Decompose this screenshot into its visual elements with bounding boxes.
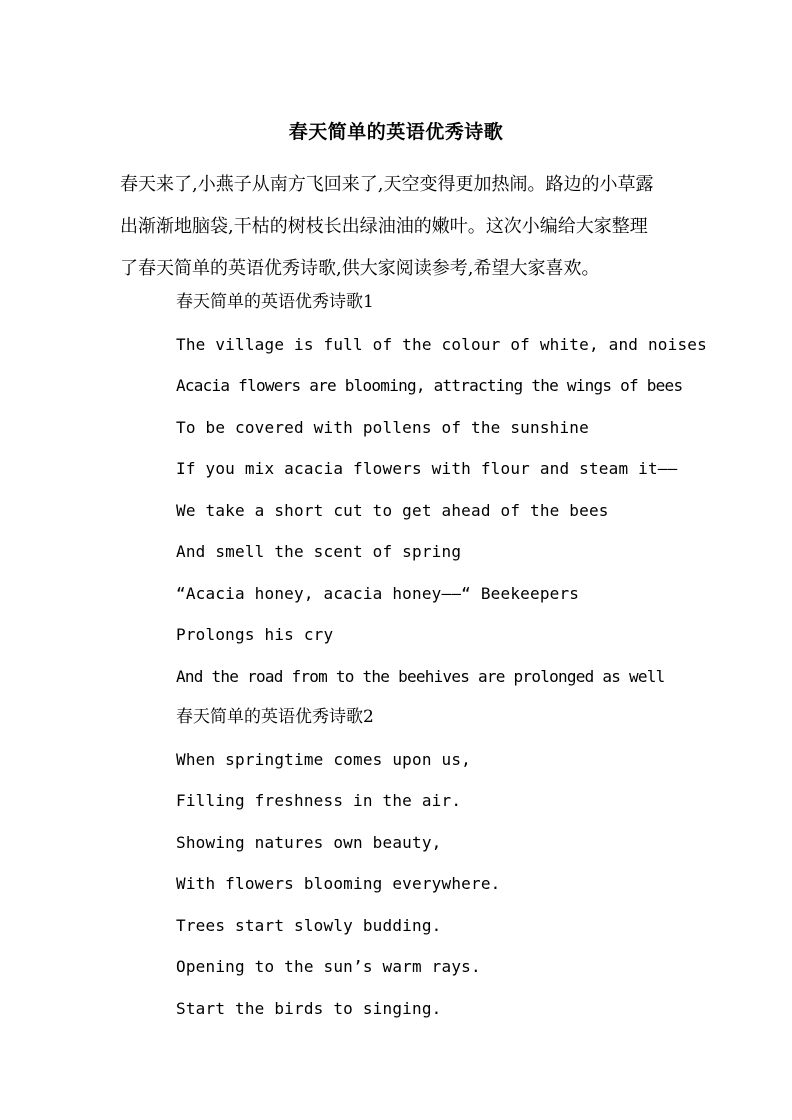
poem-line: “Acacia honey, acacia honey——“ Beekeepers bbox=[176, 583, 580, 603]
poem-line: If you mix acacia flowers with flour and steam it—— bbox=[176, 459, 678, 478]
intro-line: 了春天简单的英语优秀诗歌,供大家阅读参考,希望大家喜欢。 bbox=[120, 258, 600, 279]
poem-line: Opening to the sun’s warm rays. bbox=[176, 957, 481, 976]
poem-line: With flowers blooming everywhere. bbox=[176, 874, 501, 893]
poem-line: To be covered with pollens of the sunshine bbox=[176, 417, 589, 437]
poem-line: And the road from to the beehives are prolonged as well bbox=[176, 666, 665, 686]
page-title: 春天简单的英语优秀诗歌 bbox=[288, 121, 504, 143]
poem-heading-2: 春天简单的英语优秀诗歌2 bbox=[176, 707, 374, 727]
poem-line: And smell the scent of spring bbox=[176, 542, 462, 561]
poem-line: Start the birds to singing. bbox=[176, 998, 442, 1018]
poem-line: The village is full of the colour of white, and noises bbox=[176, 334, 707, 354]
poem-body bbox=[176, 282, 707, 1029]
intro-paragraph bbox=[120, 164, 676, 290]
intro-line: 出渐渐地脑袋,干枯的树枝长出绿油油的嫩叶。这次小编给大家整理 bbox=[120, 216, 648, 237]
poem-line: We take a short cut to get ahead of the bees bbox=[176, 500, 609, 520]
poem-line: Showing natures own beauty, bbox=[176, 832, 442, 852]
poem-heading-1: 春天简单的英语优秀诗歌1 bbox=[176, 292, 374, 312]
poem-line: Trees start slowly budding. bbox=[176, 915, 442, 935]
intro-line: 春天来了,小燕子从南方飞回来了,天空变得更加热闹。路边的小草露 bbox=[120, 174, 654, 195]
poem-line: Acacia flowers are blooming, attracting the wings of bees bbox=[176, 376, 683, 395]
poem-line: Prolongs his cry bbox=[176, 625, 334, 644]
poem-line: When springtime comes upon us, bbox=[176, 749, 471, 769]
poem-line: Filling freshness in the air. bbox=[176, 791, 462, 810]
